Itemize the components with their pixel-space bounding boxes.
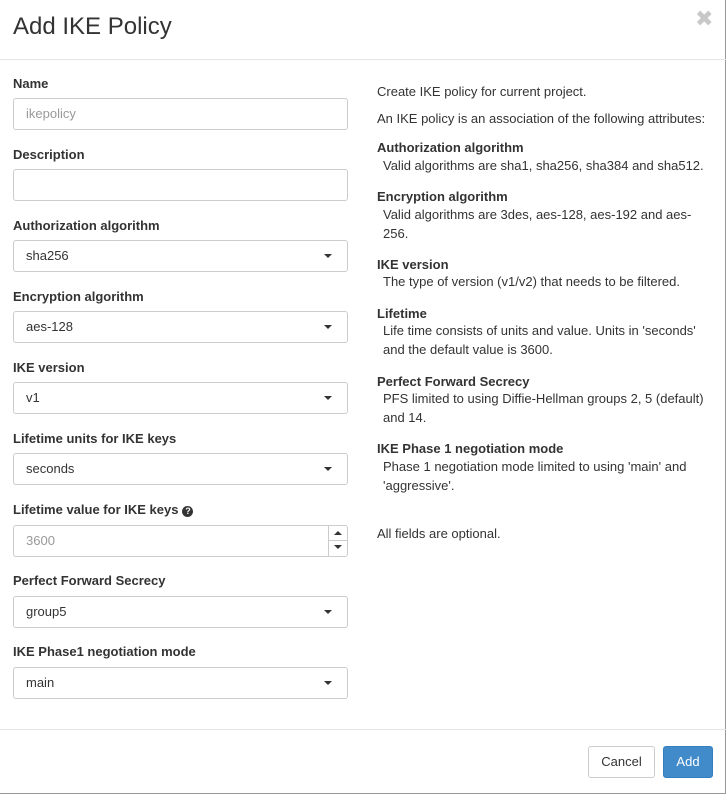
help-section-desc: Valid algorithms are 3des, aes-128, aes-192 and aes-256.: [383, 207, 692, 241]
lifetime-units-select[interactable]: [13, 453, 348, 485]
spin-up-button[interactable]: [329, 526, 347, 541]
lifetime-units-value: seconds: [26, 461, 75, 476]
modal-footer: [0, 729, 726, 794]
lifetime-value-label: [13, 502, 193, 518]
pfs-value: group5: [26, 604, 67, 619]
close-icon[interactable]: ✖: [695, 6, 714, 31]
phase1-mode-select[interactable]: [13, 667, 348, 699]
help-section-desc: Phase 1 negotiation mode limited to using 'main' and 'aggressive'.: [383, 459, 687, 493]
description-label: Description: [13, 147, 85, 162]
spin-down-button[interactable]: [329, 541, 347, 556]
help-section-desc: The type of version (v1/v2) that needs to be filtered.: [383, 274, 680, 289]
caret-down-icon: [324, 610, 332, 614]
chevron-up-icon: [334, 531, 342, 535]
help-section-title: IKE Phase 1 negotiation mode: [377, 441, 564, 456]
add-button[interactable]: Add: [663, 746, 713, 778]
pfs-label: Perfect Forward Secrecy: [13, 573, 166, 588]
modal-title: Add IKE Policy: [13, 13, 172, 40]
ike-version-label: IKE version: [13, 360, 85, 375]
lifetime-value-input[interactable]: [13, 525, 348, 557]
phase1-mode-label: IKE Phase1 negotiation mode: [13, 644, 196, 659]
help-section-title: IKE version: [377, 257, 449, 272]
ike-version-select[interactable]: [13, 382, 348, 414]
question-circle-icon[interactable]: ?: [182, 506, 193, 517]
caret-down-icon: [324, 325, 332, 329]
caret-down-icon: [324, 396, 332, 400]
phase1-mode-value: main: [26, 675, 55, 690]
ike-version-value: v1: [26, 390, 40, 405]
encryption-algorithm-label: Encryption algorithm: [13, 289, 144, 304]
help-section-title: Encryption algorithm: [377, 189, 508, 204]
cancel-button[interactable]: Cancel: [588, 746, 655, 778]
auth-algorithm-label: Authorization algorithm: [13, 218, 160, 233]
auth-algorithm-select[interactable]: [13, 240, 348, 272]
caret-down-icon: [324, 681, 332, 685]
number-spinner: [328, 526, 347, 556]
description-input[interactable]: [13, 169, 348, 201]
help-section-title: Lifetime: [377, 306, 427, 321]
help-intro-attributes: An IKE policy is an association of the following attributes:: [377, 111, 706, 126]
encryption-algorithm-value: aes-128: [26, 319, 73, 334]
auth-algorithm-value: sha256: [26, 248, 69, 263]
caret-down-icon: [324, 254, 332, 258]
help-section-desc: Life time consists of units and value. Units in 'seconds' and the default value is 3600.: [383, 323, 696, 357]
help-section-desc: PFS limited to using Diffie-Hellman groups 2, 5 (default) and 14.: [383, 391, 704, 425]
encryption-algorithm-select[interactable]: [13, 311, 348, 343]
modal-header: [0, 0, 726, 60]
lifetime-value-placeholder: 3600: [26, 533, 55, 548]
help-section-desc: Valid algorithms are sha1, sha256, sha384 and sha512.: [383, 158, 704, 173]
name-placeholder: ikepolicy: [26, 106, 76, 121]
name-input[interactable]: [13, 98, 348, 130]
help-section-title: Authorization algorithm: [377, 140, 524, 155]
name-label: Name: [13, 76, 49, 91]
help-intro: Create IKE policy for current project.: [377, 84, 587, 99]
caret-down-icon: [324, 467, 332, 471]
lifetime-value-label-text: Lifetime value for IKE keys: [13, 502, 179, 517]
help-footer-note: All fields are optional.: [377, 526, 501, 541]
help-section-title: Perfect Forward Secrecy: [377, 374, 530, 389]
chevron-down-icon: [334, 545, 342, 549]
pfs-select[interactable]: [13, 596, 348, 628]
lifetime-units-label: Lifetime units for IKE keys: [13, 431, 177, 446]
